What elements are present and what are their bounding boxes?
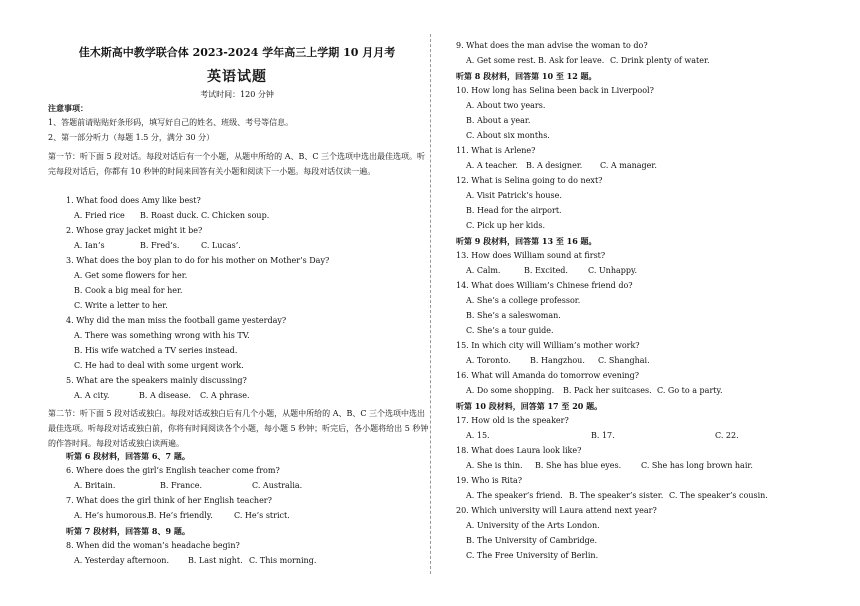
q16-options (466, 386, 723, 396)
option-a[interactable]: A. Do some shopping. (466, 386, 555, 395)
material-9-heading: 听第 9 段材料，回答第 13 至 16 题。 (456, 236, 597, 246)
q11-options (466, 161, 657, 171)
option-b[interactable]: B. The University of Cambridge. (466, 536, 598, 545)
option-b[interactable]: B. She’s a saleswoman. (466, 311, 561, 320)
option-c[interactable]: C. Australia. (252, 481, 303, 490)
option-b[interactable]: B. Head for the airport. (466, 206, 562, 215)
option-a[interactable]: A. Get some rest. (466, 56, 536, 65)
question-7: 7. What does the girl think of her English teacher? (66, 496, 272, 505)
option-c[interactable]: C. He had to deal with some urgent work. (74, 361, 244, 370)
option-a[interactable]: A. Britain. (74, 481, 116, 490)
question-2: 2. Whose gray jacket might it be? (66, 226, 203, 235)
question-16: 16. What will Amanda do tomorrow evening? (456, 371, 639, 380)
question-19: 19. Who is Rita? (456, 476, 523, 485)
option-c[interactable]: C. Shanghai. (598, 356, 650, 365)
option-a[interactable]: A. A city. (74, 391, 110, 400)
option-b[interactable]: B. Roast duck. (140, 211, 199, 220)
option-c[interactable]: C. He’s strict. (234, 511, 290, 520)
q1-options (74, 211, 269, 221)
question-3: 3. What does the boy plan to do for his mother on Mother’s Day? (66, 256, 330, 265)
option-a[interactable]: A. She is thin. (466, 461, 523, 470)
option-b[interactable]: B. His wife watched a TV series instead. (74, 346, 238, 355)
q17-options (466, 431, 739, 441)
question-12: 12. What is Selina going to do next? (456, 176, 603, 185)
option-a[interactable]: A. Toronto. (466, 356, 511, 365)
q13-options (466, 266, 637, 276)
option-a[interactable]: A. A teacher. (466, 161, 518, 170)
section-1-instructions: 第一节：听下面 5 段对话。每段对话后有一个小题，从题中所给的 A、B、C 三个选项中选出最佳选项。听完每段对话后，你都有 10 秒钟的时间来回答有关小题和阅读下一小题。每段对话仅读一遍。 (48, 152, 426, 176)
question-15: 15. In which city will William’s mother work? (456, 341, 640, 350)
option-c[interactable]: C. She has long brown hair. (641, 461, 753, 470)
question-17: 17. How old is the speaker? (456, 416, 569, 425)
q6-options (74, 481, 302, 491)
option-c[interactable]: C. Write a letter to her. (74, 301, 168, 310)
option-a[interactable]: A. The speaker’s friend. (466, 491, 563, 500)
option-c[interactable]: C. She’s a tour guide. (466, 326, 554, 335)
option-b[interactable]: B. Hangzhou. (530, 356, 585, 365)
option-c[interactable]: C. Chicken soup. (201, 211, 270, 220)
q15-options (466, 356, 650, 366)
q7-options (74, 511, 290, 521)
option-c[interactable]: C. About six months. (466, 131, 550, 140)
q2-options (74, 241, 241, 251)
option-a[interactable]: A. Calm. (466, 266, 501, 275)
option-c[interactable]: C. Drink plenty of water. (610, 56, 710, 65)
question-14: 14. What does William’s Chinese friend do? (456, 281, 633, 290)
option-b[interactable]: B. Pack her suitcases. (563, 386, 652, 395)
q9-options (466, 56, 709, 66)
question-13: 13. How does William sound at first? (456, 251, 606, 260)
question-9: 9. What does the man advise the woman to do? (456, 41, 648, 50)
option-b[interactable]: B. Excited. (524, 266, 568, 275)
option-c[interactable]: C. A phrase. (200, 391, 250, 400)
option-a[interactable]: A. He’s humorous. (74, 511, 149, 520)
column-divider (430, 34, 431, 574)
option-a[interactable]: A. Yesterday afternoon. (74, 556, 169, 565)
option-b[interactable]: B. Ask for leave. (538, 56, 605, 65)
q5-options (74, 391, 250, 401)
option-b[interactable]: B. He’s friendly. (148, 511, 213, 520)
option-a[interactable]: A. Fried rice (74, 211, 125, 220)
option-c[interactable]: C. Pick up her kids. (466, 221, 545, 230)
option-c[interactable]: C. The speaker’s cousin. (669, 491, 768, 500)
option-c[interactable]: C. This morning. (249, 556, 317, 565)
option-b[interactable]: B. Cook a big meal for her. (74, 286, 183, 295)
option-a[interactable]: A. Get some flowers for her. (74, 271, 188, 280)
option-b[interactable]: B. Fred’s. (140, 241, 180, 250)
material-8-heading: 听第 8 段材料，回答第 10 至 12 题。 (456, 71, 597, 81)
question-11: 11. What is Arlene? (456, 146, 536, 155)
material-10-heading: 听第 10 段材料，回答第 17 至 20 题。 (456, 401, 603, 411)
note-1: 1、答题前请贴贴好条形码，填写好自己的姓名、班级、考号等信息。 (48, 118, 294, 127)
note-2: 2、第一部分听力（每题 1.5 分，满分 30 分） (48, 133, 215, 142)
option-b[interactable]: B. About a year. (466, 116, 531, 125)
question-6: 6. Where does the girl’s English teacher come from? (66, 466, 280, 475)
option-b[interactable]: B. A designer. (526, 161, 583, 170)
section-2-instructions: 第二节：听下面 5 段对话或独白。每段对话或独白后有几个小题，从题中所给的 A、B、C 三个选项中选出最佳选项。听每段对话或独白前，你将有时间阅读各个小题，每小题 5 秒钟；听完后，各小题将给出 5 秒钟的作答时间。每段对话或独白读两遍。 (48, 409, 429, 448)
question-1: 1. What food does Amy like best? (66, 196, 201, 205)
option-c[interactable]: C. 22. (715, 431, 739, 440)
exam-header: 佳木斯高中教学联合体 2023-2024 学年高三上学期 10 月月考 (78, 46, 396, 59)
q19-options (466, 491, 768, 501)
q8-options (74, 556, 316, 566)
option-a[interactable]: A. There was something wrong with his TV. (74, 331, 250, 340)
exam-time: 考试时间：120 分钟 (200, 90, 274, 99)
option-b[interactable]: B. 17. (591, 431, 615, 440)
material-6-heading: 听第 6 段材料，回答第 6、7 题。 (66, 451, 190, 461)
question-18: 18. What does Laura look like? (456, 446, 582, 455)
option-c[interactable]: C. Lucas’. (201, 241, 241, 250)
exam-title: 英语试题 (207, 69, 267, 85)
option-a[interactable]: A. Ian’s (74, 241, 105, 250)
option-b[interactable]: B. The speaker’s sister. (569, 491, 664, 500)
option-b[interactable]: B. She has blue eyes. (535, 461, 622, 470)
question-10: 10. How long has Selina been back in Liverpool? (456, 86, 654, 95)
question-4: 4. Why did the man miss the football game yesterday? (66, 316, 287, 325)
option-c[interactable]: C. Unhappy. (588, 266, 637, 275)
question-20: 20. Which university will Laura attend next year? (456, 506, 657, 515)
q18-options (466, 461, 753, 471)
option-c[interactable]: C. A manager. (600, 161, 657, 170)
question-5: 5. What are the speakers mainly discussing? (66, 376, 247, 385)
question-8: 8. When did the woman’s headache begin? (66, 541, 240, 550)
option-a[interactable]: A. She’s a college professor. (466, 296, 581, 305)
option-c[interactable]: C. The Free University of Berlin. (466, 551, 599, 560)
option-a[interactable]: A. University of the Arts London. (466, 521, 600, 530)
option-b[interactable]: B. Last night. (188, 556, 243, 565)
option-a[interactable]: A. 15. (466, 431, 490, 440)
option-a[interactable]: A. Visit Patrick’s house. (466, 191, 562, 200)
notes-title: 注意事项： (48, 103, 88, 113)
material-7-heading: 听第 7 段材料，回答第 8、9 题。 (66, 526, 190, 536)
option-c[interactable]: C. Go to a party. (657, 386, 723, 395)
option-b[interactable]: B. France. (160, 481, 203, 490)
option-b[interactable]: B. A disease. (139, 391, 191, 400)
option-a[interactable]: A. About two years. (466, 101, 546, 110)
